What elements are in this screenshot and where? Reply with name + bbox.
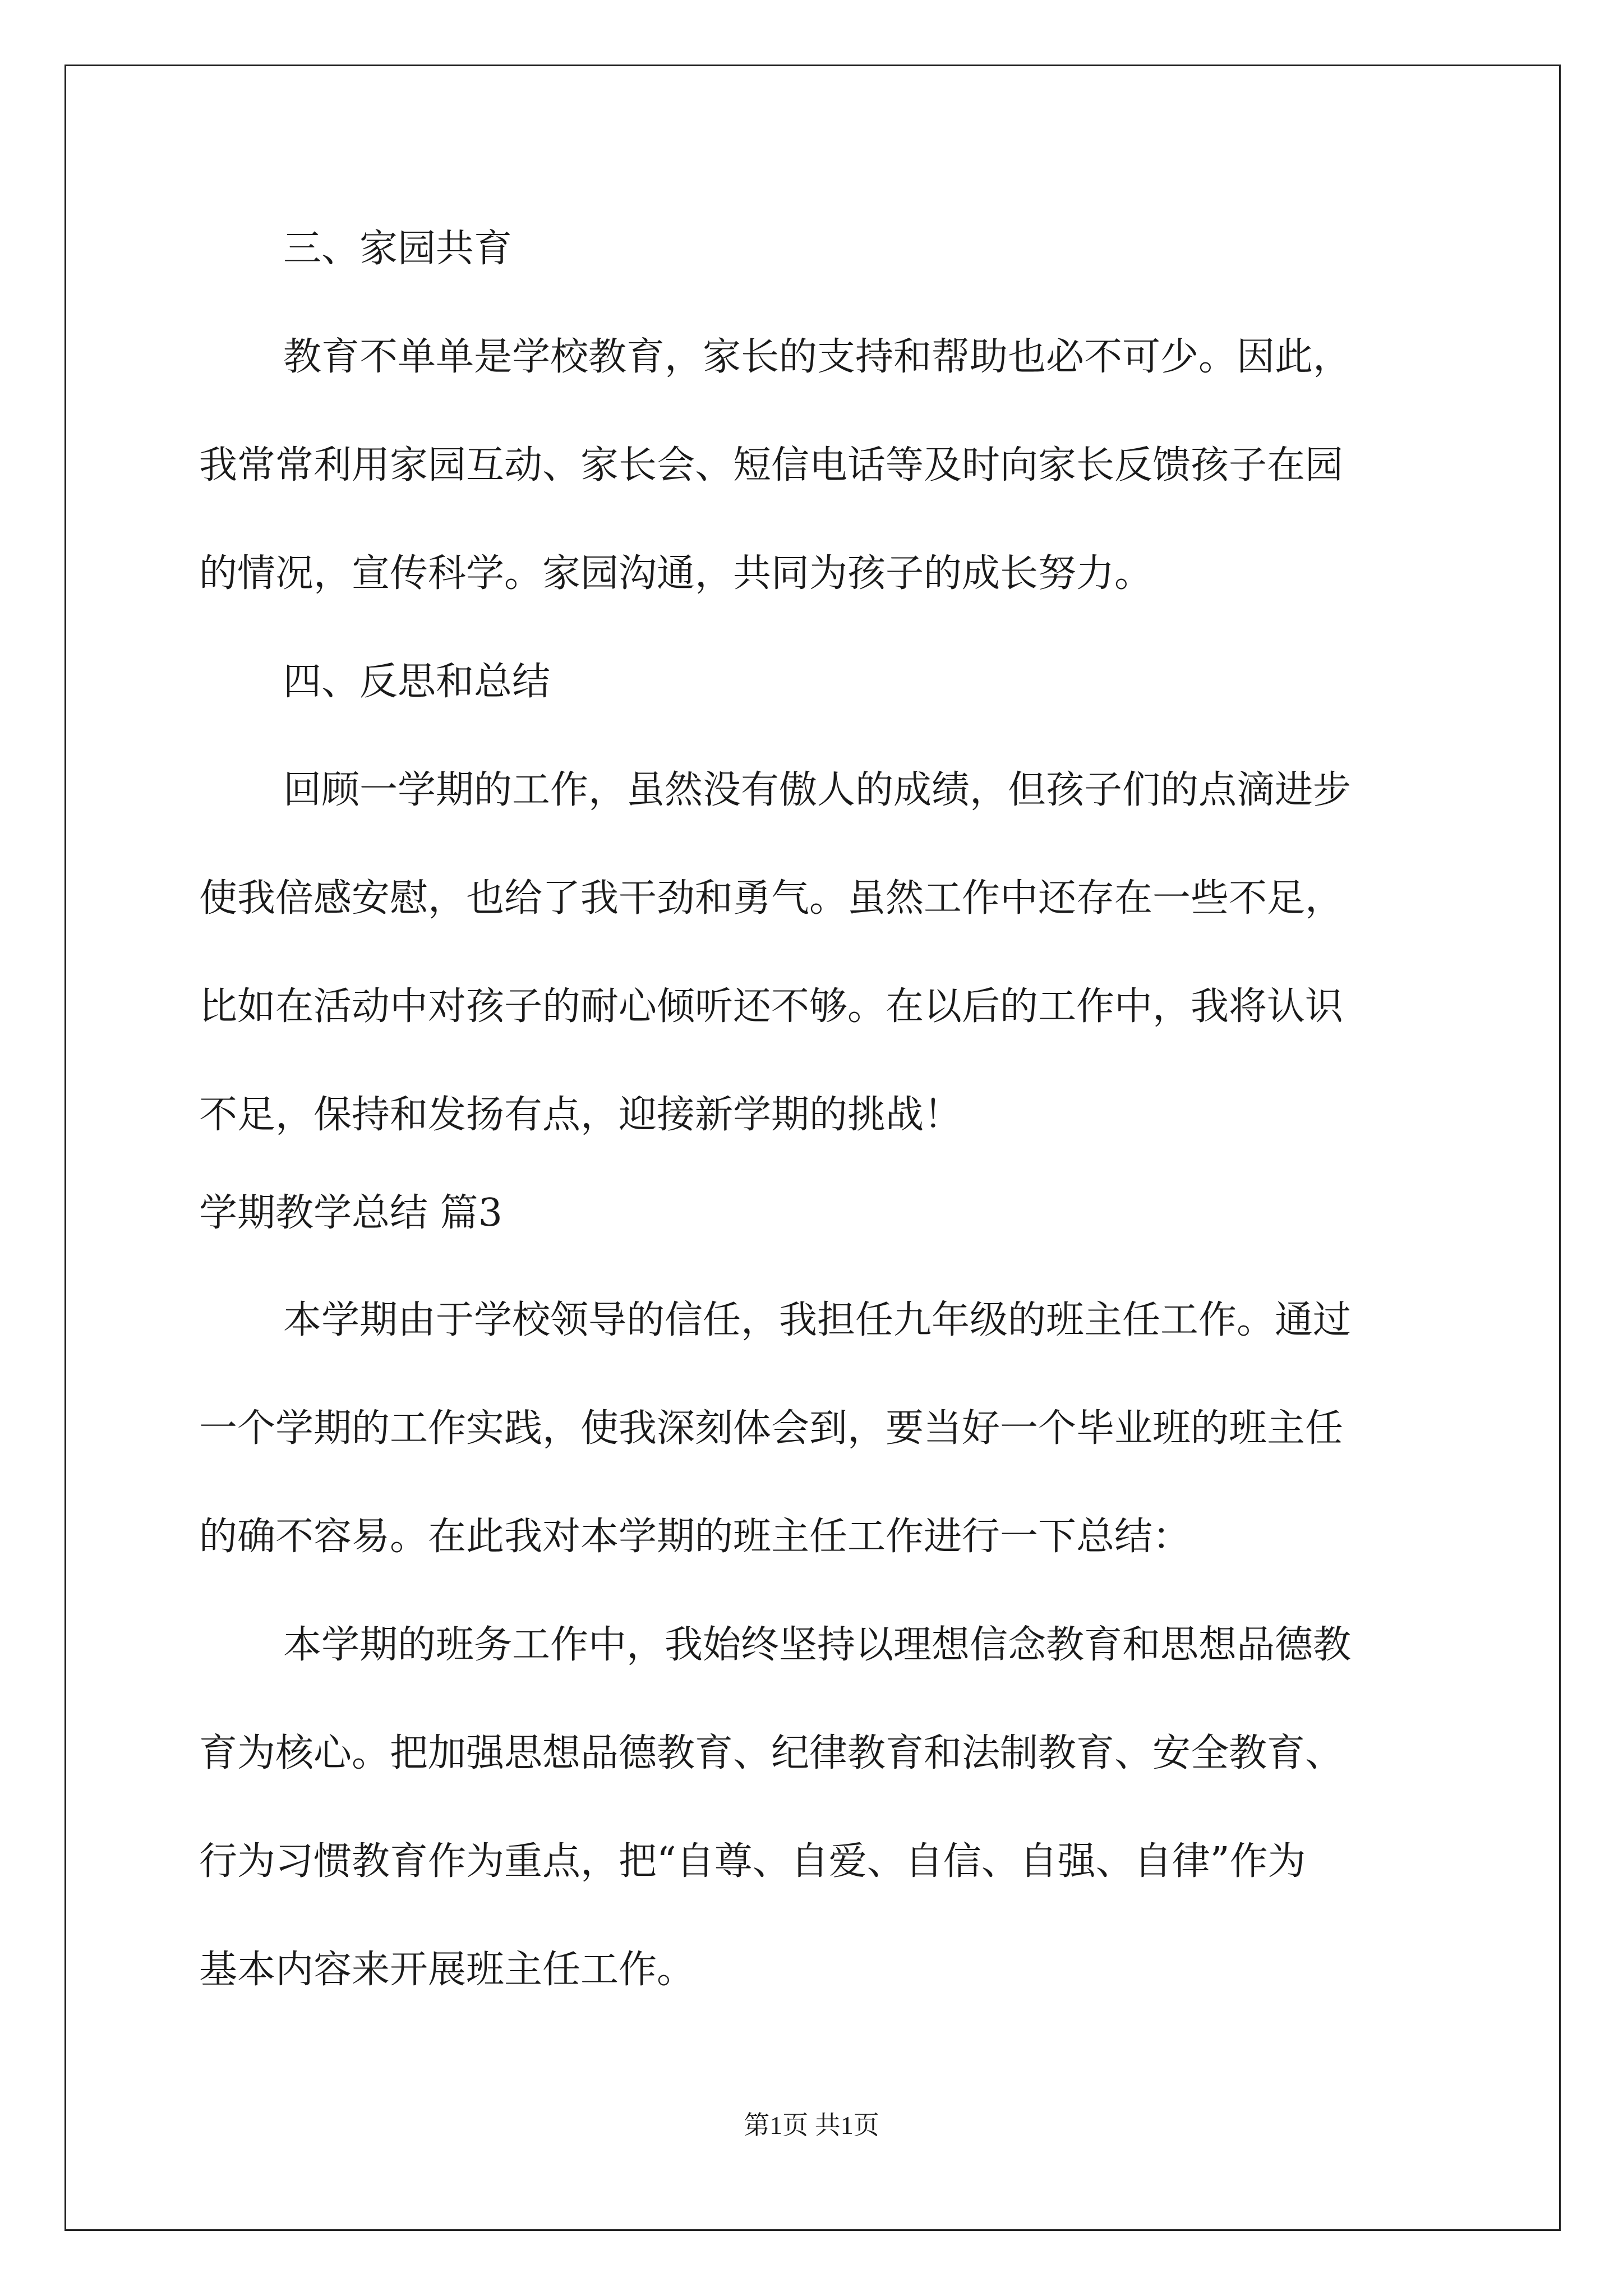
article-title: 学期教学总结 篇3 xyxy=(199,1191,502,1235)
paragraph-line: 的情况，宣传科学。家园沟通，共同为孩子的成长努力。 xyxy=(199,551,1153,596)
paragraph-line: 教育不单单是学校教育，家长的支持和帮助也必不可少。因此， xyxy=(283,335,1352,379)
paragraph-line: 的确不容易。在此我对本学期的班主任工作进行一下总结： xyxy=(199,1515,1191,1559)
paragraph-line: 行为习惯教育作为重点，把“自尊、自爱、自信、自强、自律”作为 xyxy=(199,1839,1306,1884)
section-heading: 三、家园共育 xyxy=(283,227,513,271)
paragraph-line: 育为核心。把加强思想品德教育、纪律教育和法制教育、安全教育、 xyxy=(199,1731,1344,1775)
paragraph-line: 比如在活动中对孩子的耐心倾听还不够。在以后的工作中，我将认识 xyxy=(199,984,1344,1029)
section-heading: 四、反思和总结 xyxy=(283,660,551,704)
paragraph-line: 不足，保持和发扬有点，迎接新学期的挑战！ xyxy=(199,1093,962,1137)
page-border xyxy=(64,65,1561,2231)
paragraph-line: 一个学期的工作实践，使我深刻体会到，要当好一个毕业班的班主任 xyxy=(199,1406,1344,1451)
paragraph-line: 使我倍感安慰，也给了我干劲和勇气。虽然工作中还存在一些不足， xyxy=(199,876,1344,921)
paragraph-line: 我常常利用家园互动、家长会、短信电话等及时向家长反馈孩子在园 xyxy=(199,443,1344,487)
page-footer: 第1页 共1页 xyxy=(744,2111,879,2139)
paragraph-line: 基本内容来开展班主任工作。 xyxy=(199,1948,695,1992)
paragraph-line: 本学期的班务工作中，我始终坚持以理想信念教育和思想品德教 xyxy=(283,1623,1352,1667)
paragraph-line: 回顾一学期的工作，虽然没有傲人的成绩，但孩子们的点滴进步 xyxy=(283,768,1352,812)
paragraph-line: 本学期由于学校领导的信任，我担任九年级的班主任工作。通过 xyxy=(283,1298,1352,1342)
